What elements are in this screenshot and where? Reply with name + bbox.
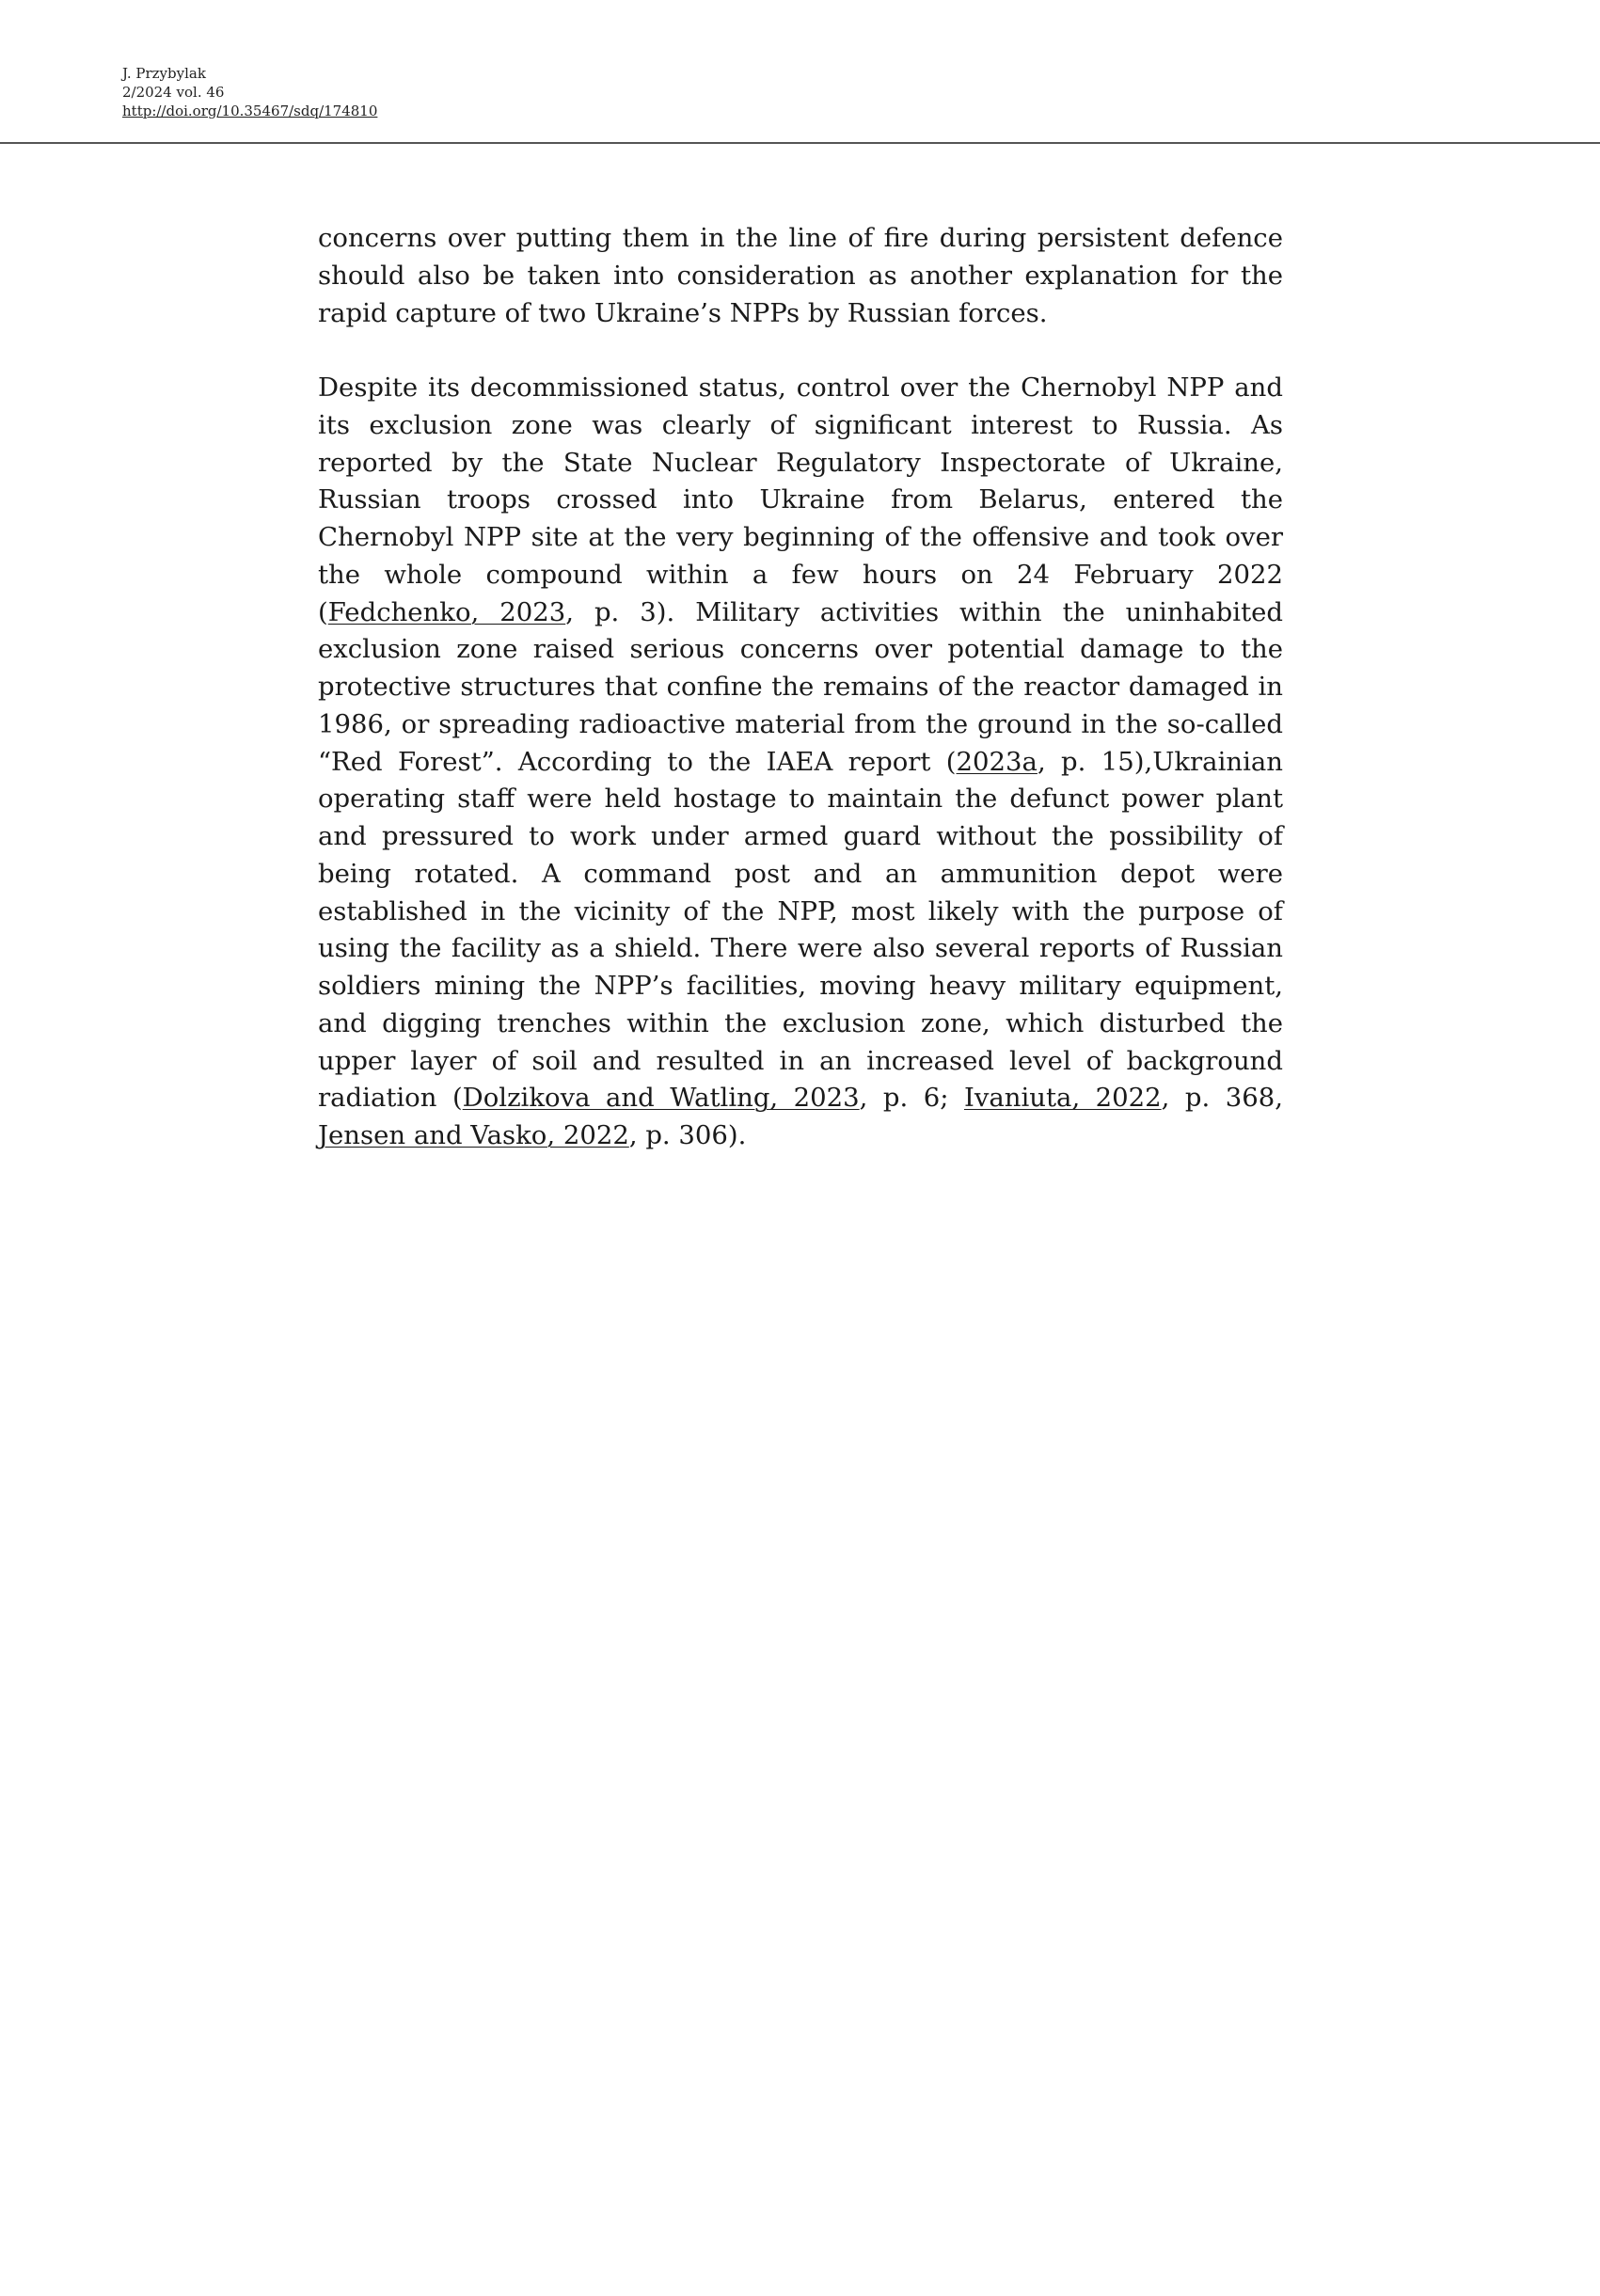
citation-link[interactable]: Dolzikova and Watling, 2023 [462,1083,860,1114]
running-header [122,64,377,120]
citation-link[interactable]: Jensen and Vasko, 2022 [318,1120,629,1150]
article-body [318,220,1283,1193]
citation-link[interactable]: Fedchenko, 2023 [327,596,566,627]
citation-link[interactable]: Ivaniuta, 2022 [963,1083,1162,1114]
doi-link[interactable]: http://doi.org/10.35467/sdq/174810 [122,103,378,119]
paragraph-2: Despite its decommissioned status, control over the Chernobyl NPP and its exclusion zone was clearly of significant interest to Russia. As reported by the State Nuclear Regulatory Inspectorate of Ukraine, Russian troops crossed into Ukraine from Belarus, entered the Chernobyl NPP site at the very beginning of the offensive and took over the whole compound within a few hours on 24 February 2022 (Fedchenko, 2023, p. 3). Military activities within the uninhabited exclusion zone raised serious concerns over potential damage to the protective structures that confine the remains of the reactor damaged in 1986, or spreading radioactive material from the ground in the so-called “Red Forest”. According to the IAEA report (2023a, p. 15),Ukrainian operating staff were held hostage to maintain the defunct power plant and pressured to work under armed guard without the possibility of being rotated. A command post and an ammunition depot were established in the vicinity of the NPP, most likely with the purpose of using the facility as a shield. There were also several reports of Russian soldiers mining the NPP’s facilities, moving heavy military equipment, and digging trenches within the exclusion zone, which disturbed the upper layer of soil and resulted in an increased level of background radiation (Dolzikova and Watling, 2023, p. 6; Ivaniuta, 2022, p. 368, Jensen and Vasko, 2022, p. 306). [318,372,1283,1150]
citation-link[interactable]: 2023a [956,746,1038,777]
paragraph-1: concerns over putting them in the line of fire during persistent defence should also be taken into consideration as another explanation for the rapid capture of two Ukraine’s NPPs by Russian forces. [318,223,1283,328]
header-divider [0,142,1600,144]
author-name: J. Przybylak [122,65,206,82]
issue-volume: 2/2024 vol. 46 [122,84,225,101]
